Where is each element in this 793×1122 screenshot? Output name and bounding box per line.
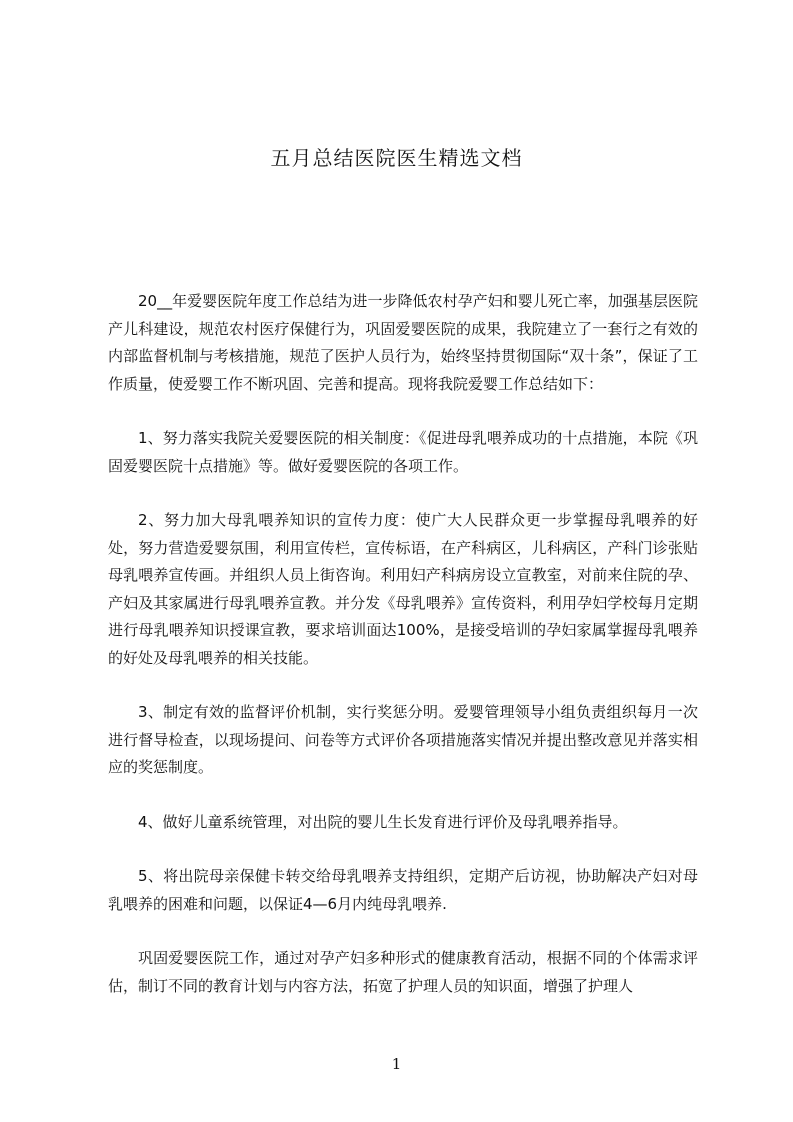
paragraph-intro: 20__年爱婴医院年度工作总结为进一步降低农村孕产妇和婴儿死亡率，加强基层医院产儿科建设，规范农村医疗保健行为，巩固爱婴医院的成果，我院建立了一套行之有效的内部监督机制与考核措施，规范了医护人员行为，始终坚持贯彻国际“双十条”，保证了工作质量，使爱婴工作不断巩固、完善和提高。现将我院爱婴工作总结如下： xyxy=(108,292,698,393)
paragraph-item-2: 2、努力加大母乳喂养知识的宣传力度：使广大人民群众更一步掌握母乳喂养的好处，努力营造爱婴氛围，利用宣传栏，宣传标语，在产科病区，儿科病区，产科门诊张贴母乳喂养宣传画。并组织人员上街咨询。利用妇产科病房设立宣教室，对前来住院的孕、产妇及其家属进行母乳喂养宣教。并分发《母乳喂养》宣传资料，利用孕妇学校每月定期进行母乳喂养知识授课宣教，要求培训面达100%，是接受培训的孕妇家属掌握母乳喂养的好处及母乳喂养的相关技能。 xyxy=(108,511,698,667)
paragraph-item-1: 1、努力落实我院关爱婴医院的相关制度：《促进母乳喂养成功的十点措施，本院《巩固爱婴医院十点措施》等。做好爱婴医院的各项工作。 xyxy=(108,429,698,475)
paragraph-closing: 巩固爱婴医院工作，通过对孕产妇多种形式的健康教育活动，根据不同的个体需求评估，制订不同的教育计划与内容方法，拓宽了护理人员的知识面，增强了护理人 xyxy=(108,949,698,995)
page-number: 1 xyxy=(391,1055,402,1073)
document-body xyxy=(108,288,698,1027)
paragraph-item-4: 4、做好儿童系统管理，对出院的婴儿生长发育进行评价及母乳喂养指导。 xyxy=(138,812,628,831)
paragraph-item-3: 3、制定有效的监督评价机制，实行奖惩分明。爱婴管理领导小组负责组织每月一次进行督导检查，以现场提问、问卷等方式评价各项措施落实情况并提出整改意见并落实相应的奖惩制度。 xyxy=(108,703,698,776)
document-title: 五月总结医院医生精选文档 xyxy=(270,146,523,170)
paragraph-item-5: 5、将出院母亲保健卡转交给母乳喂养支持组织，定期产后访视，协助解决产妇对母乳喂养的困难和问题，以保证4—6月内纯母乳喂养. xyxy=(108,867,698,913)
